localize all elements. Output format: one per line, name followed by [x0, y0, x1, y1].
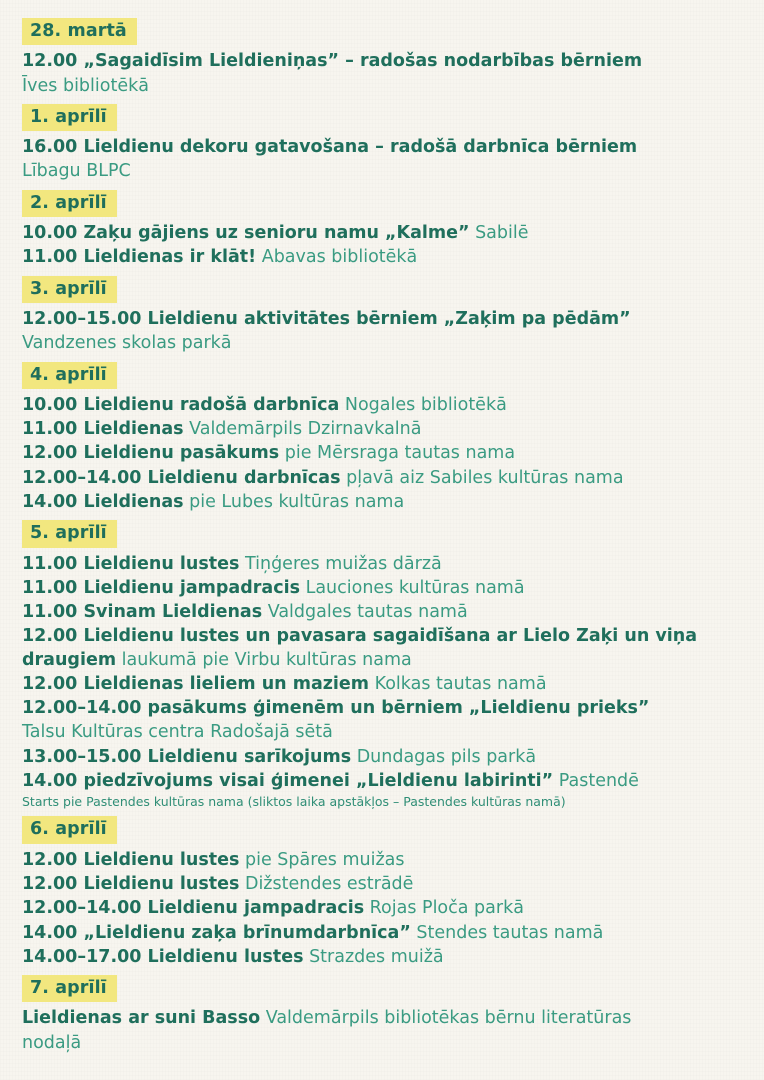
event-location: pie Mērsraga tautas nama	[279, 443, 516, 464]
event-title: 12.00–14.00 Lieldienu jampadracis	[22, 898, 365, 919]
event-entry	[22, 721, 742, 744]
event-entry	[22, 308, 742, 331]
event-entry	[22, 1032, 742, 1055]
event-title: 16.00 Lieldienu dekoru gatavošana – radošā darbnīca bērniem	[22, 137, 638, 158]
date-heading: 7. aprīlī	[22, 975, 117, 1002]
event-location: Valdemārpils Dzirnavkalnā	[183, 419, 422, 440]
event-location: Vandzenes skolas parkā	[22, 333, 232, 354]
event-title: 11.00 Lieldienas	[22, 419, 184, 440]
day-block	[22, 186, 742, 270]
event-entry	[22, 770, 742, 793]
day-block	[22, 971, 742, 1055]
date-heading: 2. aprīlī	[22, 190, 117, 217]
event-title: 14.00 „Lieldienu zaķa brīnumdarbnīca”	[22, 922, 411, 943]
event-entry	[22, 746, 742, 769]
event-title: 14.00 piedzīvojums visai ģimenei „Lieldienu labirinti”	[22, 770, 554, 791]
event-entry	[22, 136, 742, 159]
event-entry	[22, 873, 742, 896]
event-entry	[22, 160, 742, 183]
day-block	[22, 272, 742, 356]
event-location: Nogales bibliotēkā	[339, 394, 507, 415]
event-title: 12.00 Lieldienu lustes un pavasara sagaidīšana ar Lielo Zaķi un viņa draugiem	[22, 626, 698, 670]
event-note: Starts pie Pastendes kultūras nama (sliktos laika apstākļos – Pastendes kultūras namā)	[22, 794, 566, 810]
event-location: pļavā aiz Sabiles kultūras nama	[340, 467, 624, 488]
event-entry	[22, 697, 742, 720]
event-location: Īves bibliotēkā	[22, 75, 149, 96]
event-title: 12.00–14.00 Lieldienu darbnīcas	[22, 467, 341, 488]
event-entry	[22, 673, 742, 696]
event-location: nodaļā	[22, 1032, 82, 1053]
event-title: 10.00 Zaķu gājiens uz senioru namu „Kalme”	[22, 223, 470, 244]
date-heading: 5. aprīlī	[22, 520, 117, 547]
event-entry	[22, 50, 742, 73]
day-block	[22, 358, 742, 515]
event-entry	[22, 897, 742, 920]
event-location: pie Spāres muižas	[239, 849, 405, 870]
event-title: 12.00–14.00 pasākums ģimenēm un bērniem „Lieldienu prieks”	[22, 698, 650, 719]
event-entry	[22, 467, 742, 490]
event-entry	[22, 442, 742, 465]
event-location: Strazdes muižā	[303, 946, 444, 967]
event-entry	[22, 246, 742, 269]
date-heading: 1. aprīlī	[22, 104, 117, 131]
event-title: 12.00 Lieldienu lustes	[22, 874, 240, 895]
date-heading: 6. aprīlī	[22, 816, 117, 843]
event-location: Dižstendes estrādē	[239, 874, 414, 895]
event-title: 11.00 Lieldienas ir klāt!	[22, 247, 257, 268]
date-heading: 28. martā	[22, 18, 137, 45]
event-title: 12.00 Lieldienu lustes	[22, 849, 240, 870]
event-title: 12.00 „Sagaidīsim Lieldieniņas” – radošas nodarbības bērniem	[22, 51, 643, 72]
event-title: Lieldienas ar suni Basso	[22, 1008, 261, 1029]
event-entry	[22, 222, 742, 245]
event-location: Dundagas pils parkā	[351, 746, 537, 767]
event-entry	[22, 394, 742, 417]
event-title: 12.00–15.00 Lieldienu aktivitātes bērniem „Zaķim pa pēdām”	[22, 308, 631, 329]
event-title: 11.00 Svinam Lieldienas	[22, 602, 263, 623]
event-entry	[22, 625, 742, 672]
event-schedule	[22, 14, 742, 1055]
event-title: 14.00–17.00 Lieldienu lustes	[22, 946, 304, 967]
event-location: Pastendē	[553, 770, 639, 791]
event-location: Abavas bibliotēkā	[256, 247, 418, 268]
event-title: 14.00 Lieldienas	[22, 491, 184, 512]
event-location: Sabilē	[469, 223, 529, 244]
event-title: 12.00 Lieldienas lieliem un maziem	[22, 673, 370, 694]
event-entry	[22, 332, 742, 355]
event-entry	[22, 418, 742, 441]
event-entry	[22, 491, 742, 514]
event-title: 11.00 Lieldienu jampadracis	[22, 577, 301, 598]
event-location: Valdemārpils bibliotēkas bērnu literatūras	[260, 1008, 632, 1029]
event-entry	[22, 922, 742, 945]
event-location: Rojas Ploča parkā	[364, 898, 524, 919]
event-location: Talsu Kultūras centra Radošajā sētā	[22, 722, 333, 743]
day-block	[22, 14, 742, 98]
event-location: Stendes tautas namā	[410, 922, 604, 943]
event-title: 13.00–15.00 Lieldienu sarīkojums	[22, 746, 352, 767]
event-location: pie Lubes kultūras nama	[183, 491, 405, 512]
date-heading: 3. aprīlī	[22, 276, 117, 303]
event-title: 12.00 Lieldienu pasākums	[22, 443, 280, 464]
event-location: Kolkas tautas namā	[369, 673, 547, 694]
day-block	[22, 516, 742, 810]
event-entry	[22, 601, 742, 624]
event-entry	[22, 553, 742, 576]
event-title: 10.00 Lieldienu radošā darbnīca	[22, 394, 340, 415]
event-location: Lībagu BLPC	[22, 161, 131, 182]
event-entry	[22, 75, 742, 98]
event-location: Valdgales tautas namā	[262, 602, 468, 623]
event-entry	[22, 577, 742, 600]
date-heading: 4. aprīlī	[22, 362, 117, 389]
event-entry	[22, 1007, 742, 1030]
event-entry	[22, 946, 742, 969]
event-location: Lauciones kultūras namā	[300, 577, 525, 598]
event-entry	[22, 849, 742, 872]
day-block	[22, 100, 742, 184]
event-location: laukumā pie Virbu kultūras nama	[116, 649, 412, 670]
event-location: Tiņģeres muižas dārzā	[239, 553, 442, 574]
event-title: 11.00 Lieldienu lustes	[22, 553, 240, 574]
day-block	[22, 812, 742, 969]
